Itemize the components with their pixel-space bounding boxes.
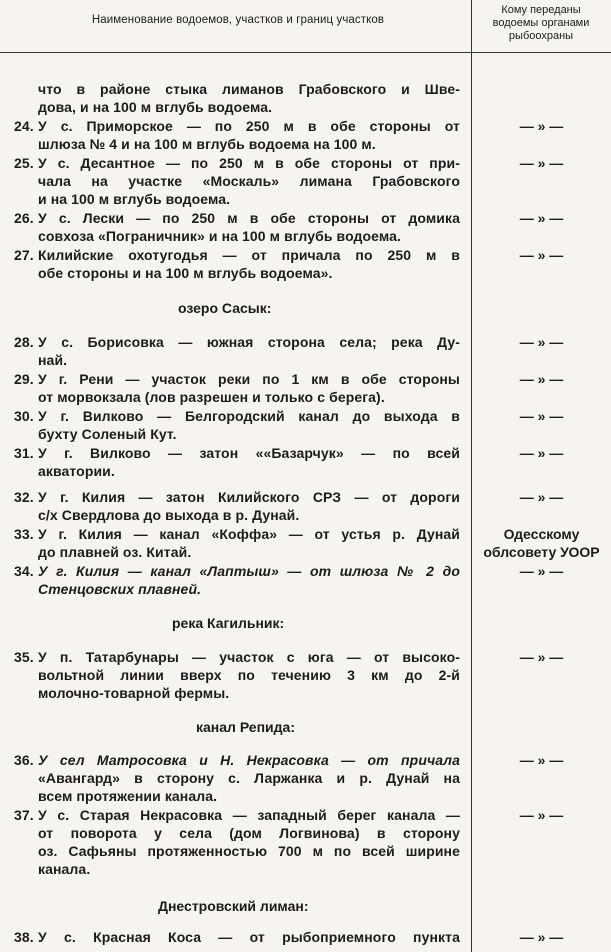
entry-34 [14, 562, 460, 598]
entry-line: У г. Килия — затон Килийского СРЗ — от дороги [38, 489, 460, 505]
entry-number: 32. [14, 489, 34, 505]
entry-line: обе стороны и на 100 м вглубь водоема». [38, 265, 333, 281]
entry-number: 25. [14, 155, 34, 171]
entry-line: У г. Килия — канал «Коффа» — от устья р. Дунай [38, 526, 460, 542]
entry-26 [14, 209, 460, 245]
ditto-mark: — » — [519, 247, 564, 263]
header-recipient-line: рыбоохраны [508, 30, 574, 42]
ditto-mark: — » — [519, 371, 564, 387]
entry-line: най. [38, 352, 68, 368]
entry-25 [14, 154, 460, 208]
ditto-mark: — » — [519, 752, 564, 768]
entry-line: дова, и на 100 м вглубь водоема. [38, 99, 273, 115]
recipient-line: Одесскому [503, 526, 580, 542]
ditto-mark: — » — [519, 408, 564, 424]
entry-35 [14, 648, 460, 702]
entry-line: что в районе стыка лиманов Грабовского и Шве- [38, 81, 460, 97]
entry-line: молочно-товарной фермы. [38, 685, 230, 701]
entry-number: 26. [14, 210, 34, 226]
entry-line: У г. Килия — канал «Лаптыш» — от шлюза № 2 до [38, 563, 460, 579]
entry-27 [14, 246, 460, 282]
entry-29 [14, 370, 460, 406]
section-heading: Днестровский лиман: [158, 898, 309, 914]
header-recipient-line: Кому переданы [501, 4, 581, 16]
ditto-mark: — » — [519, 489, 564, 505]
entry-number: 34. [14, 563, 34, 579]
entry-line: бухту Соленый Кут. [38, 426, 177, 442]
entry-38 [14, 928, 460, 946]
entry-24 [14, 117, 460, 153]
entry-line: У с. Старая Некрасовка — западный берег канала — [38, 807, 460, 823]
entry-line: совхоза «Пограничник» и на 100 м вглубь водоема. [38, 228, 402, 244]
entry-36 [14, 751, 460, 805]
entry-line: акватории. [38, 463, 115, 479]
ditto-mark: — » — [519, 563, 564, 579]
entry-line: У г. Вилково — Белгородский канал до выхода в [38, 408, 460, 424]
entry-number: 36. [14, 752, 34, 768]
entry-number: 38. [14, 929, 34, 945]
entry-line: У с. Лески — по 250 м в обе стороны от домика [38, 210, 460, 226]
entry-line: Килийские охотугодья — от причала по 250 м в [38, 247, 460, 263]
entry-line: У с. Красная Коса — от рыбоприемного пункта [38, 929, 460, 945]
entry-line: всем протяжении канала. [38, 788, 218, 804]
entry-line: вольтной линии вверх по течению 3 км до 2-й [38, 667, 460, 683]
entry-number: 28. [14, 334, 34, 350]
entry-line: с/х Свердлова до выхода в р. Дунай. [38, 507, 300, 523]
entry-line: до плавней оз. Китай. [38, 544, 192, 560]
header-recipient-line: водоемы органами [492, 17, 590, 29]
entry-28 [14, 333, 460, 369]
entry-number: 29. [14, 371, 34, 387]
entry-line: чала на участке «Москаль» лимана Грабовского [38, 173, 460, 189]
section-heading: озеро Сасык: [178, 300, 272, 316]
entry-33 [14, 525, 460, 561]
ditto-mark: — » — [519, 445, 564, 461]
entry-30 [14, 407, 460, 443]
entry-line: от поворота у села (дом Логвинова) в сторону [38, 825, 460, 841]
entry-line: У с. Приморское — по 250 м в обе стороны от [38, 118, 460, 134]
entry-line: «Авангард» в сторону с. Ларжанка и р. Дунай на [38, 770, 460, 786]
entry-line: У с. Десантное — по 250 м в обе стороны от при- [38, 155, 460, 171]
entry-continuation [14, 80, 460, 116]
entry-number: 35. [14, 649, 34, 665]
section-heading: река Кагильник: [172, 615, 285, 631]
recipient-cell [472, 525, 611, 561]
entry-line: от морвокзала (лов разрешен и только с берега). [38, 389, 385, 405]
entry-line: и на 100 м вглубь водоема. [38, 191, 231, 207]
entry-line: У г. Рени — участок реки по 1 км в обе стороны [38, 371, 460, 387]
ditto-mark: — » — [519, 118, 564, 134]
header-column-areas: Наименование водоемов, участков и границ участков [91, 14, 385, 26]
entry-number: 33. [14, 526, 34, 542]
entry-line: оз. Сафьяны протяженностью 700 м по всей ширине [38, 843, 460, 859]
ditto-mark: — » — [519, 334, 564, 350]
entry-number: 30. [14, 408, 34, 424]
ditto-mark: — » — [519, 929, 564, 945]
ditto-mark: — » — [519, 210, 564, 226]
entry-line: У п. Татарбунары — участок с юга — от высоко- [38, 649, 460, 665]
entry-line: У г. Вилково — затон ««Базарчук» — по всей [38, 445, 460, 461]
entry-number: 27. [14, 247, 34, 263]
section-heading: канал Репида: [196, 719, 295, 735]
recipient-line: облсовету УООР [483, 544, 600, 560]
entry-line: шлюза № 4 и на 100 м вглубь водоема на 100 м. [38, 136, 376, 152]
entry-31 [14, 444, 460, 480]
entry-line: У сел Матросовка и Н. Некрасовка — от причала [38, 752, 460, 768]
ditto-mark: — » — [519, 155, 564, 171]
entry-line: У с. Борисовка — южная сторона села; река Ду- [38, 334, 460, 350]
entry-32 [14, 488, 460, 524]
entry-37 [14, 806, 460, 878]
ditto-mark: — » — [519, 807, 564, 823]
entry-line: Стенцовских плавней. [38, 581, 202, 597]
entry-number: 37. [14, 807, 34, 823]
entry-number: 31. [14, 445, 34, 461]
entry-number: 24. [14, 118, 34, 134]
ditto-mark: — » — [519, 649, 564, 665]
entry-line: канала. [38, 861, 91, 877]
